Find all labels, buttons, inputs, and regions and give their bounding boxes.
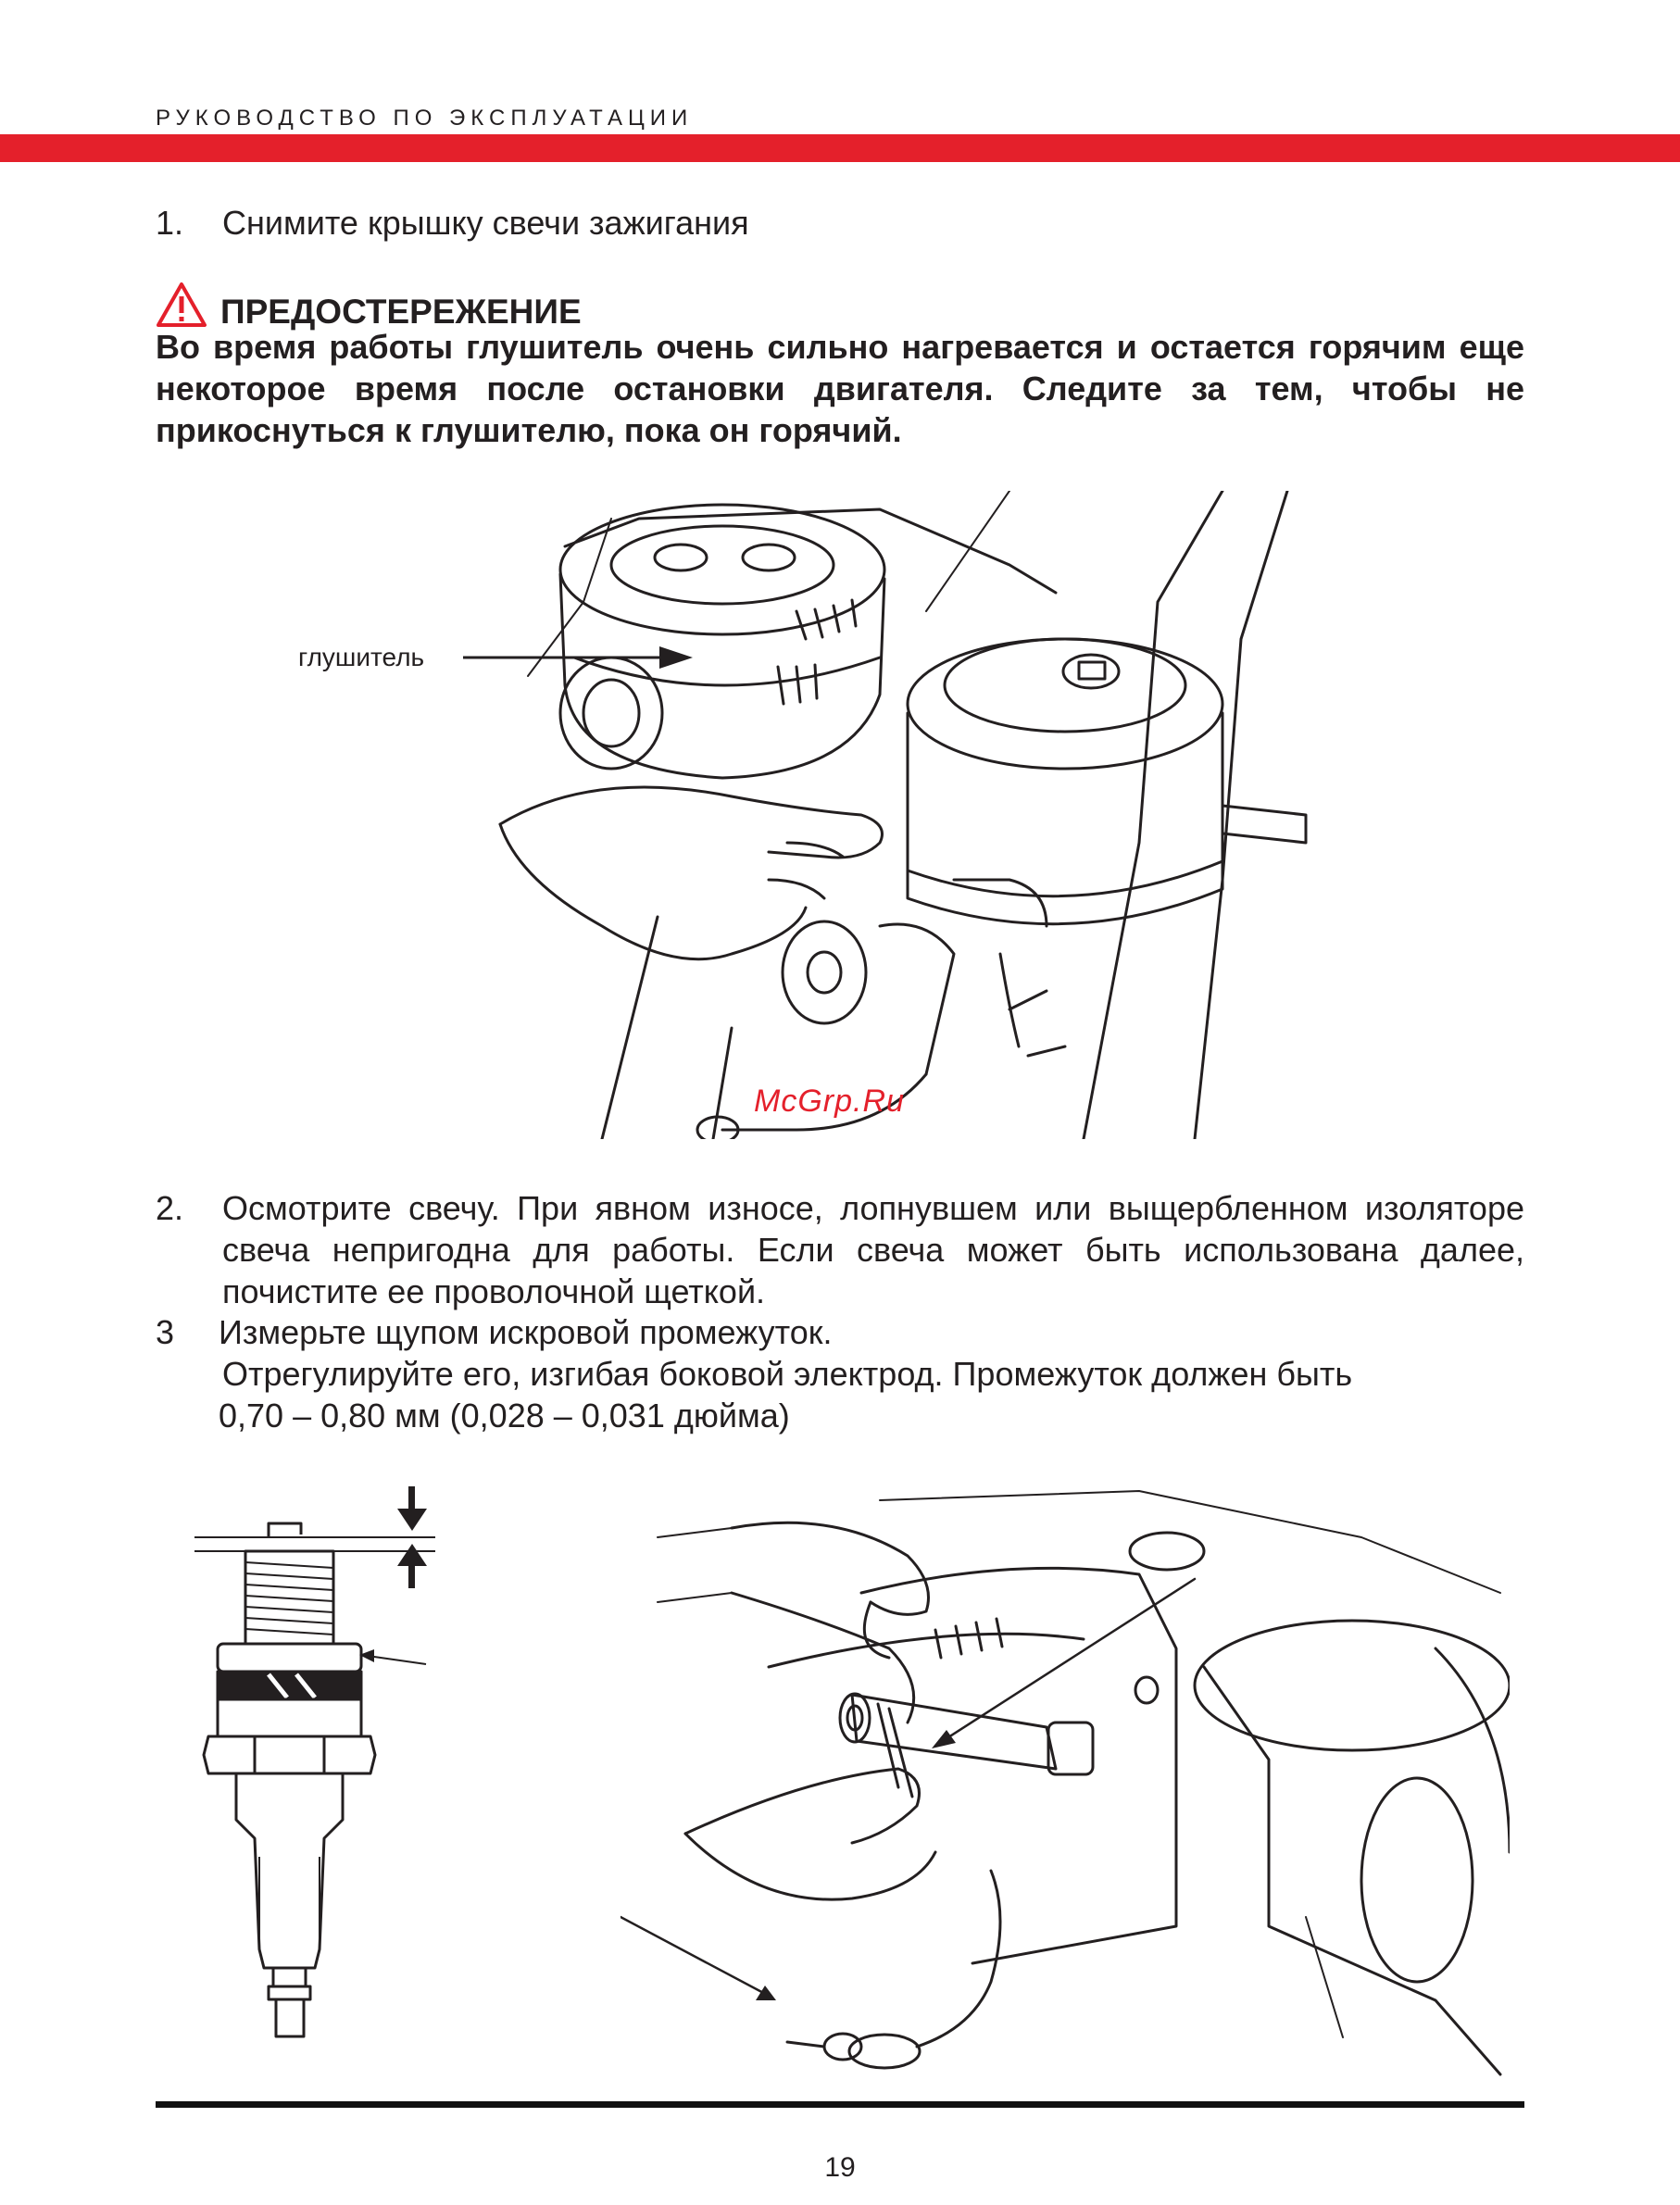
step-2 xyxy=(156,1187,1524,1312)
step-text-line: Отрегулируйте его, изгибая боковой электрод. Промежуток должен быть xyxy=(222,1355,1353,1393)
step-1 xyxy=(156,202,1524,244)
step-text-line: 0,70 – 0,80 мм (0,028 – 0,031 дюйма) xyxy=(219,1397,790,1435)
step-number: 1. xyxy=(156,204,184,242)
step-text: Осмотрите свечу. При явном износе, лопнувшем или выщербленном изоляторе свеча непригодна для работы. Если свеча может быть использована далее, почистите ее проволочной щеткой. xyxy=(222,1189,1524,1310)
warning-heading xyxy=(156,281,582,332)
footer-rule xyxy=(156,2101,1524,2108)
engine-muffler-illustration xyxy=(491,491,1324,1139)
step-text-line: Измерьте щупом искровой промежуток. xyxy=(219,1313,833,1351)
step-number: 3 xyxy=(156,1313,175,1351)
muffler-callout-arrow xyxy=(463,639,695,676)
header-title: РУКОВОДСТВО ПО ЭКСПЛУАТАЦИИ xyxy=(156,106,694,131)
gap-measure-arrows xyxy=(394,1486,431,1588)
page-number: 19 xyxy=(824,2152,856,2183)
warning-text: Во время работы глушитель очень сильно нагревается и остается горячим еще некоторое время после остановки двигателя. Следите за тем, чтобы не прикоснуться к глушителю, пока он горячий. xyxy=(156,328,1524,449)
header-red-band xyxy=(0,134,1680,162)
step-text: Снимите крышку свечи зажигания xyxy=(222,204,749,242)
step-number: 2. xyxy=(156,1189,184,1227)
warning-title: ПРЕДОСТЕРЕЖЕНИЕ xyxy=(220,293,582,331)
muffler-callout-label: глушитель xyxy=(298,643,425,671)
watermark: McGrp.Ru xyxy=(754,1084,905,1119)
plug-removal-illustration xyxy=(621,1482,1510,2093)
step-3 xyxy=(156,1311,1524,1436)
warning-triangle-icon xyxy=(156,282,207,332)
